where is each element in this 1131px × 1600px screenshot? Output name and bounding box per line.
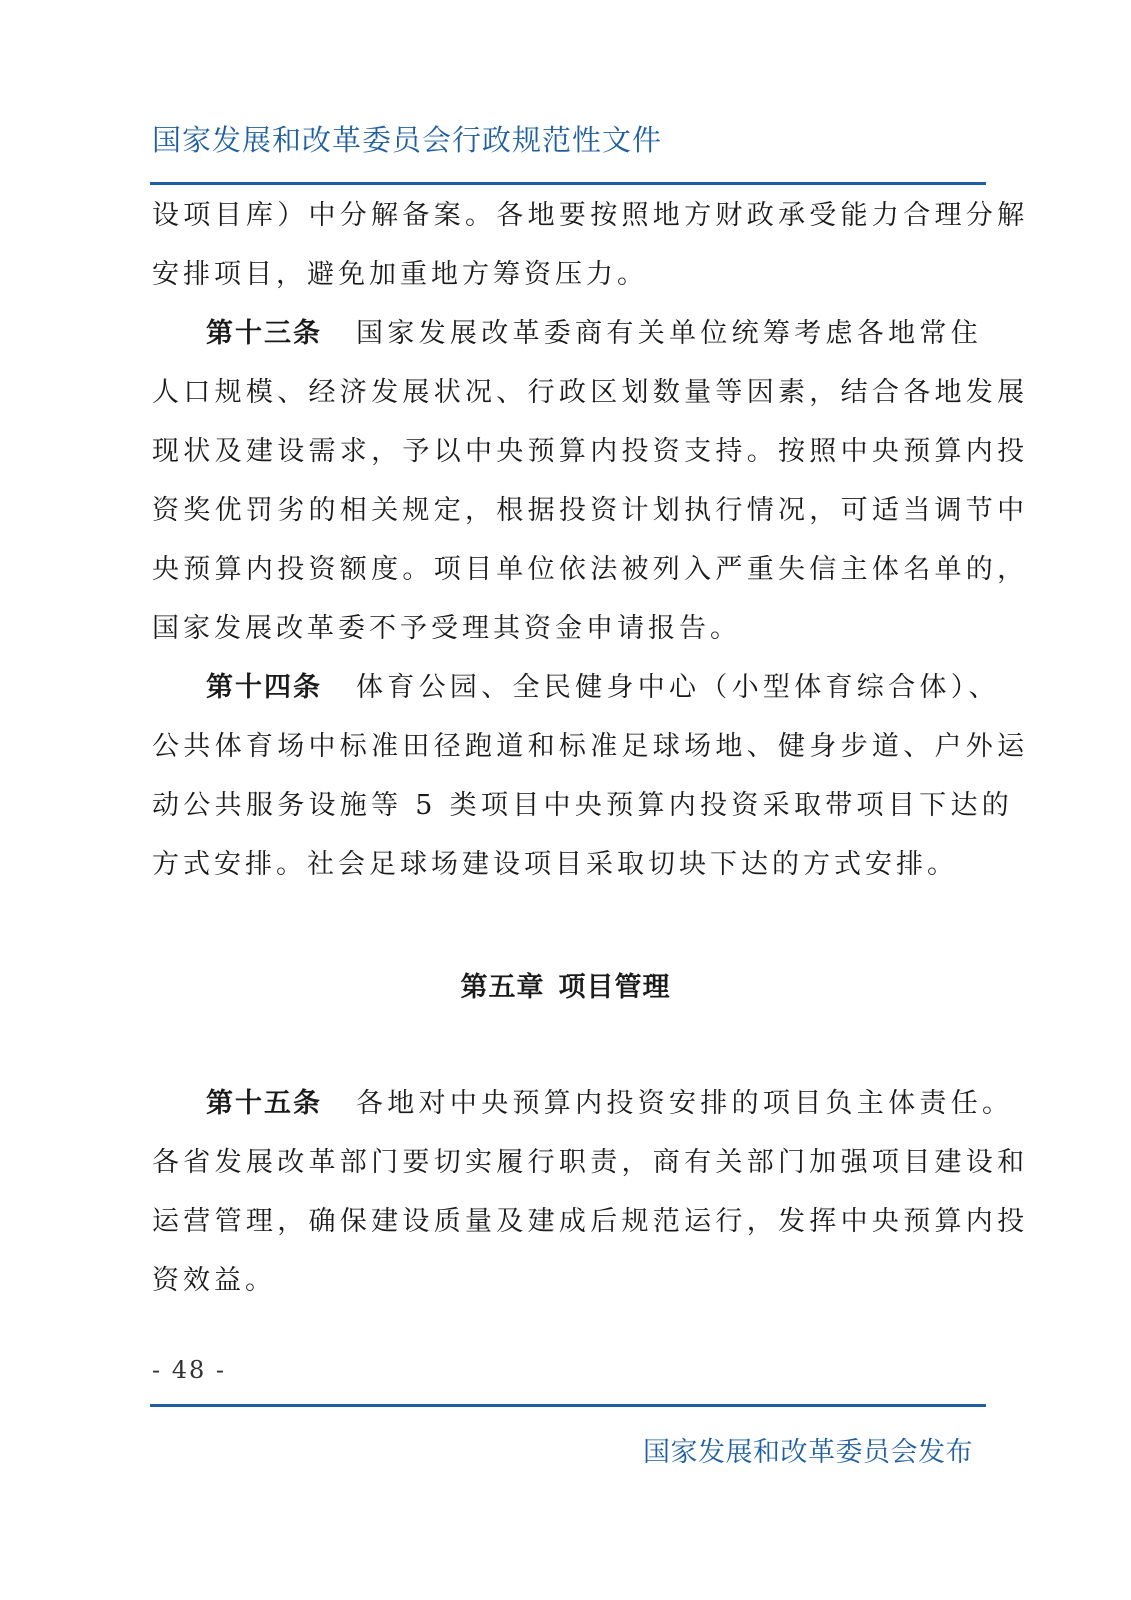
text-line: 方式安排。社会足球场建设项目采取切块下达的方式安排。 bbox=[152, 849, 958, 880]
article-15-text: 各地对中央预算内投资安排的项目负主体责任。 bbox=[356, 1088, 1014, 1119]
article-15-first-line bbox=[152, 1074, 1014, 1133]
text-line: 国家发展改革委不予受理其资金申请报告。 bbox=[152, 613, 741, 644]
text-line: 各省发展改革部门要切实履行职责，商有关部门加强项目建设和 bbox=[152, 1147, 1029, 1178]
text-line: 资奖优罚劣的相关规定，根据投资计划执行情况，可适当调节中 bbox=[152, 495, 1029, 526]
text-line: 设项目库）中分解备案。各地要按照地方财政承受能力合理分解 bbox=[152, 200, 1029, 231]
article-13-first-line bbox=[152, 304, 985, 363]
article-15-label: 第十五条 bbox=[206, 1088, 322, 1119]
document-header-title: 国家发展和改革委员会行政规范性文件 bbox=[152, 123, 663, 157]
text-line: 人口规模、经济发展状况、行政区划数量等因素，结合各地发展 bbox=[152, 377, 1029, 408]
chapter-number: 第五章 bbox=[460, 972, 545, 1003]
text-line: 现状及建设需求，予以中央预算内投资支持。按照中央预算内投 bbox=[152, 436, 1029, 467]
article-13-text: 国家发展改革委商有关单位统筹考虑各地常住 bbox=[356, 318, 982, 349]
text-line: 公共体育场中标准田径跑道和标准足球场地、健身步道、户外运 bbox=[152, 731, 1029, 762]
page-number: - 48 - bbox=[152, 1356, 227, 1384]
chapter-title: 项目管理 bbox=[558, 972, 671, 1003]
text-line: 资效益。 bbox=[152, 1265, 276, 1296]
text-line: 央预算内投资额度。项目单位依法被列入严重失信主体名单的， bbox=[152, 554, 1029, 585]
footer-rule bbox=[150, 1404, 986, 1407]
article-14-text: 体育公园、全民健身中心（小型体育综合体）、 bbox=[356, 672, 1000, 703]
text-line: 安排项目，避免加重地方筹资压力。 bbox=[152, 259, 648, 290]
article-14-first-line bbox=[152, 658, 1000, 717]
article-13-label: 第十三条 bbox=[206, 318, 322, 349]
article-14-label: 第十四条 bbox=[206, 672, 322, 703]
text-line: 动公共服务设施等 5 类项目中央预算内投资采取带项目下达的 bbox=[152, 790, 1014, 821]
document-body bbox=[152, 186, 1029, 894]
footer-publisher: 国家发展和改革委员会发布 bbox=[643, 1437, 973, 1468]
text-line: 运营管理，确保建设质量及建成后规范运行，发挥中央预算内投 bbox=[152, 1206, 1029, 1237]
header-rule bbox=[150, 182, 986, 185]
document-body-continued bbox=[152, 1074, 1029, 1310]
chapter-heading bbox=[0, 965, 1131, 1004]
